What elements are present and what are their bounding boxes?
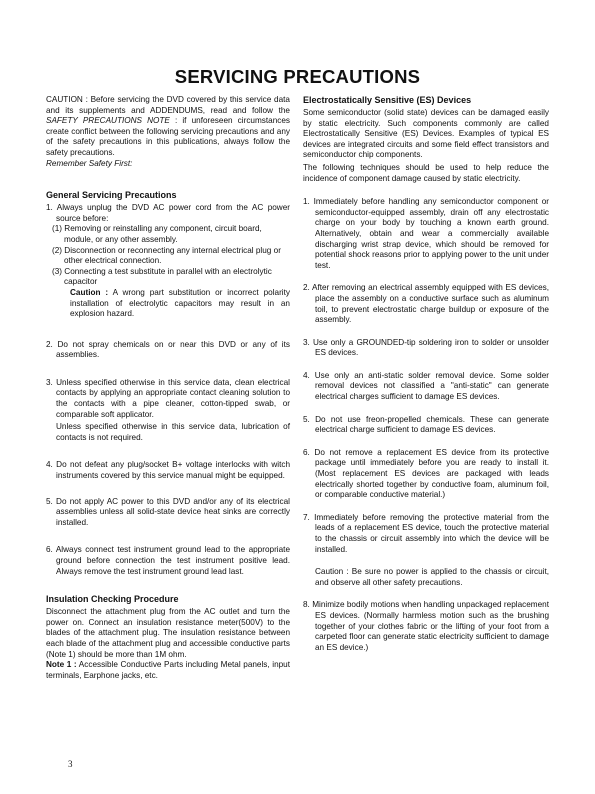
caution-label: Caution : (70, 287, 109, 297)
es-item-7-caution: Caution : Be sure no power is applied to the chassis or circuit, and observe all other safety precautions. (315, 567, 549, 587)
caution-body: A wrong part substitution or incorrect polarity installation of electrolytic capacitors may result in an explosion hazard. (70, 287, 290, 319)
note-1 (46, 660, 290, 681)
right-column (303, 95, 549, 653)
es-item-6: 6. Do not remove a replacement ES device from its protective package until immediately before you are ready to install it. (Most replacement ES devices are packaged with leads electrically shorted together by conductive foam, aluminum foil, or comparable conductive material.) (303, 447, 549, 500)
insulation-paragraph: Disconnect the attachment plug from the AC outlet and turn the power on. Connect an insulation resistance meter(500V) to the blades of the attachment plug. The insulation resistance between each blade of the attachment plug and accessible conductive parts (Note 1) should be more than 1M ohm. (46, 607, 290, 659)
left-column (46, 95, 290, 681)
note-1-body: Accessible Conductive Parts including Metal panels, input terminals, Earphone jacks, etc. (46, 660, 291, 680)
general-item-1-sub-3: (3) Connecting a test substitute in parallel with an electrolytic capacitor (52, 266, 272, 287)
page-number: 3 (68, 759, 73, 769)
caution-text-cont: : if unforeseen circumstances create conflict between the following servicing precautions and any of the safety precautions in this publications, always follow the safety precautions. (46, 116, 290, 157)
general-item-5: 5. Do not apply AC power to this DVD and/or any of its electrical assemblies unless all solid-state device heat sinks are correctly installed. (46, 496, 290, 527)
general-item-6: 6. Always connect test instrument ground lead to the appropriate ground before connection the test instrument positive lead. Always remove the test instrument ground lead last. (46, 545, 290, 576)
note-1-label: Note 1 : (46, 660, 77, 670)
es-heading: Electrostatically Sensitive (ES) Devices (303, 95, 472, 105)
caution-text: CAUTION : Before servicing the DVD covered by this service data and its supplements and ADDENDUMS, read and follow the (46, 95, 290, 115)
general-item-1: 1. Always unplug the DVD AC power cord from the AC power source before: (46, 203, 290, 223)
remember-line: Remember Safety First: (46, 158, 133, 168)
insulation-heading: Insulation Checking Procedure (46, 594, 179, 605)
es-item-2: 2. After removing an electrical assembly equipped with ES devices, place the assembly on a conductive surface such as aluminum toil, to prevent electrostatic charge buildup or exposure of the assembly. (303, 283, 549, 325)
es-intro: Some semiconductor (solid state) devices can be damaged easily by static electricity. Such components commonly are called Electrostatically Sensitive (ES) Devices. Examples of typical ES devices are integrated circuits and some field effect transistors and semiconductor chip components. (303, 108, 549, 160)
general-item-1-caution (46, 288, 290, 320)
general-item-4: 4. Do not defeat any plug/socket B+ voltage interlocks with witch instruments covered by this service manual might be equipped. (46, 460, 290, 481)
page-title: SERVICING PRECAUTIONS (174, 66, 421, 87)
es-item-3: 3. Use only a GROUNDED-tip soldering iron to solder or unsolder ES devices. (303, 337, 549, 358)
safety-note-ref: SAFETY PRECAUTIONS NOTE (46, 116, 170, 126)
es-item-4: 4. Use only an anti-static solder removal device. Some solder removal devices not classified a "anti-static" can generate electrical charges sufficient to damage ES devices. (303, 370, 549, 402)
general-item-1-sub-2: (2) Disconnection or reconnecting any internal electrical plug or other electrical connection. (52, 245, 281, 266)
general-item-3: 3. Unless specified otherwise in this service data, clean electrical contacts by applying an appropriate contact cleaning solution to the contacts with a pipe cleaner, cotton-tipped swab, or comparable soft applicator. (46, 377, 290, 419)
caution-paragraph (46, 95, 290, 159)
es-item-5: 5. Do not use freon-propelled chemicals. These can generate electrical charge sufficient to damage ES devices. (303, 414, 549, 435)
es-item-1: 1. Immediately before handling any semiconductor component or semiconductor-equipped assembly, drain off any electrostatic charge on your body by touching a known earth ground. Alternatively, obtain and wear a commercially available discharging wrist strap device, which should be removed for potential shock reasons prior to applying power to the unit under test. (303, 197, 549, 270)
es-intro-2: The following techniques should be used to help reduce the incidence of component damage caused by static electricity. (303, 162, 549, 183)
general-item-2: 2. Do not spray chemicals on or near this DVD or any of its assemblies. (46, 339, 290, 360)
general-item-3-note: Unless specified otherwise in this service data, lubrication of contacts is not required. (56, 422, 290, 442)
general-item-1-sub-1: (1) Removing or reinstalling any component, circuit board, module, or any other assembly. (52, 224, 262, 244)
general-heading: General Servicing Precautions (46, 190, 177, 201)
es-item-7: 7. Immediately before removing the protective material from the leads of a replacement ES device, touch the protective material to the chassis or circuit assembly into which the device will be installed. (303, 512, 549, 554)
es-item-8: 8. Minimize bodily motions when handling unpackaged replacement ES devices. (Normally harmless motion such as the brushing together of your clothes fabric or the lifting of your foot from a carpeted floor can generate static electricity sufficient to damage an ES device.) (303, 600, 549, 652)
